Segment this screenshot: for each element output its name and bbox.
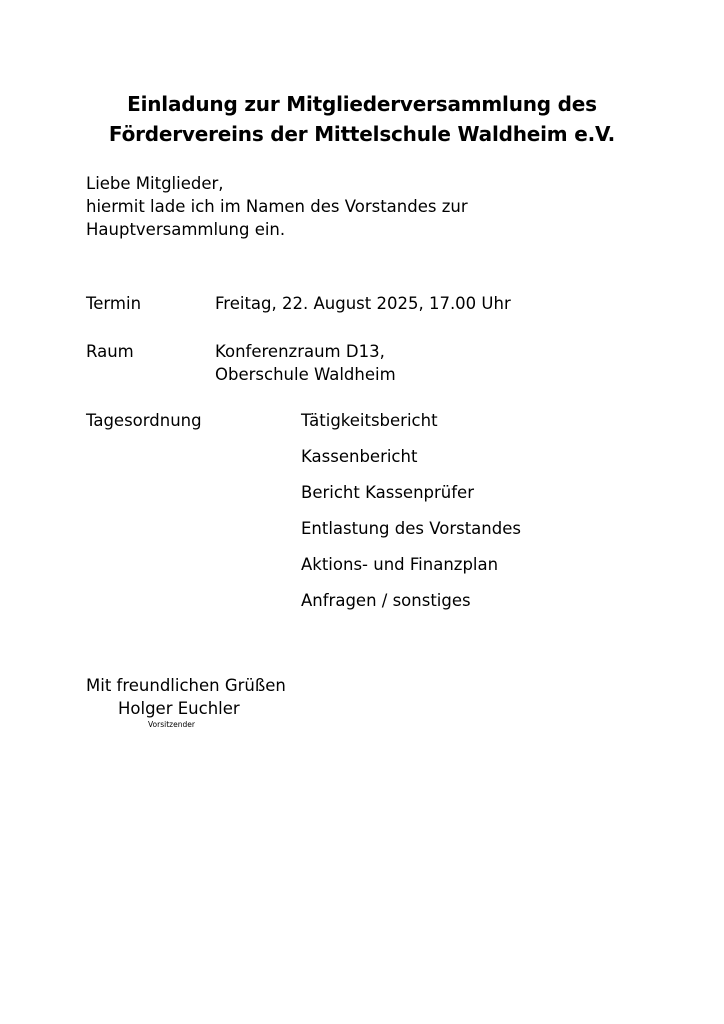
intro-line-2: hiermit lade ich im Namen des Vorstandes zur [86,197,468,216]
salutation: Liebe Mitglieder, [86,174,224,193]
raum-label: Raum [86,342,134,361]
raum-value [215,340,396,386]
agenda-item: Kassenbericht [301,447,418,466]
agenda-item: Bericht Kassenprüfer [301,483,474,502]
agenda-item: Anfragen / sonstiges [301,591,471,610]
signer-role: Vorsitzender [148,720,195,729]
agenda-item: Entlastung des Vorstandes [301,519,521,538]
closing-greeting: Mit freundlichen Grüßen [86,676,286,695]
agenda-list [301,409,521,625]
signer-name: Holger Euchler [118,699,240,718]
title-line-1: Einladung zur Mitgliederversammlung des [127,92,597,116]
intro-line-3: Hauptversammlung ein. [86,220,286,239]
raum-value-line-2: Oberschule Waldheim [215,365,396,384]
termin-value: Freitag, 22. August 2025, 17.00 Uhr [215,294,511,313]
intro-paragraph [86,172,468,241]
raum-value-line-1: Konferenzraum D13, [215,342,385,361]
title-line-2: Fördervereins der Mittelschule Waldheim e.V. [108,122,616,146]
agenda-item: Aktions- und Finanzplan [301,555,499,574]
agenda-label: Tagesordnung [86,411,202,430]
termin-label: Termin [86,294,142,313]
agenda-item: Tätigkeitsbericht [301,411,438,430]
document-title [40,89,684,149]
